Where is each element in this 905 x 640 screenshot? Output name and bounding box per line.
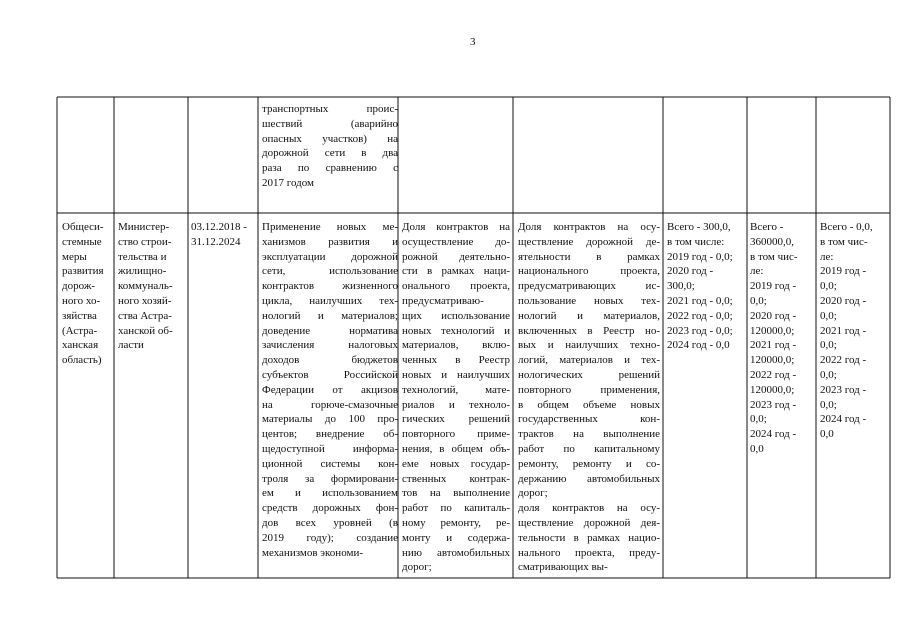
text-line: зяйства [62,309,97,322]
text-line: монту и содержа- [402,531,510,544]
text-line: 2021 год - [750,339,797,352]
text-line: 0,0; [820,280,837,293]
text-line: раза по сравнению с [262,162,398,175]
text-line: зачисления налоговых [262,339,398,352]
text-line: работ по капитальному [518,442,660,455]
text-line: нологических решений [518,368,660,381]
text-line: цикла, наилучших тех- [262,294,398,307]
text-line: 0,0; [750,294,767,307]
text-line: ханская [62,339,99,352]
text-line: доведение норматива [262,324,398,337]
text-line: 2017 годом [262,176,315,189]
text-line: предусматривающих ис- [518,280,660,293]
text-line: 2022 год - [820,354,867,367]
text-line: ханской об- [118,324,173,337]
text-line: ного хозяй- [118,294,172,307]
text-line: 120000,0; [750,324,795,337]
text-line: Всего - 0,0, [820,221,873,233]
text-line: 120000,0; [750,354,795,367]
text-line: ханизмов развития и [262,235,398,248]
text-line: риалов и техноло- [402,398,510,411]
indicator-full [518,220,660,575]
text-line: меры [62,250,87,263]
text-line: ному ремонту, ре- [402,516,510,529]
text-line: новых и наилучших [402,368,510,381]
text-line: дорожной сети в два [262,147,398,160]
text-line: ятельности в рамках [518,250,660,263]
text-line: щих использование [402,309,510,322]
text-line: нения, в общем объ- [402,442,510,455]
funding-federal [667,220,745,353]
text-line: 31.12.2024 [191,235,241,248]
text-line: троля за формировани- [262,472,398,485]
text-line: 2022 год - [750,368,797,381]
text-line: национального проекта, [518,265,660,278]
text-line: 0,0 [820,428,834,441]
funding-other [820,220,886,442]
text-line: Всего - [750,221,784,233]
text-line: сети, использование [262,265,398,278]
text-line: эксплуатации дорожной [262,250,398,263]
text-line: 300,0; [667,280,695,293]
text-line: коммуналь- [118,280,173,293]
text-line: повторного приме- [402,428,510,441]
text-line: 0,0 [750,442,764,455]
text-line: онального проекта, [402,280,510,293]
text-line: ласти [118,339,144,352]
text-line: сматривающих вы- [518,561,608,574]
text-line: предусматриваю- [402,294,484,307]
text-line: трактов на выполнение [518,428,660,441]
text-line: дорог; [402,561,432,574]
text-line: 2022 год - 0,0; [667,309,733,322]
text-line: ства Астра- [118,309,172,322]
text-line: шествий (аварийно [262,117,398,130]
text-line: (Астра- [62,324,98,337]
text-line: ченных в Реестр [402,354,510,367]
text-line: держанию автомобильных [518,472,660,485]
text-line: средств дорожных фон- [262,502,398,515]
text-line: Общеси- [62,221,104,233]
text-line: механизмов экономи- [262,546,363,559]
text-line: ем и использованием [262,487,398,500]
text-line: 2019 год - [820,265,867,278]
text-line: 2019 году); создание [262,531,398,544]
text-line: на горюче-смазочные [262,398,398,411]
text-line: контрактов жизненного [262,280,398,293]
text-line: ществление дорожной де- [518,235,660,248]
text-line: транспортных проис- [262,103,398,115]
executor [118,220,184,353]
text-line: субъектов Российской [262,368,398,381]
row1-measures-tail [262,102,398,191]
text-line: щедоступной информа- [262,442,398,455]
text-line: вых и наилучших техно- [518,339,660,352]
text-line: 0,0; [750,413,767,426]
text-line: ционной системы кон- [262,457,398,470]
text-line: дорож- [62,280,96,293]
text-line: логий, материалов и тех- [518,354,660,367]
text-line: дов всех уровней (в [262,516,398,529]
text-line: государственных кон- [518,413,660,426]
measures [262,220,398,560]
text-line: нального проекта, преду- [518,546,660,559]
text-line: Доля контрактов на осу- [518,221,660,233]
text-line: область) [62,354,102,367]
text-line: 360000,0, [750,235,794,248]
text-line: 120000,0; [750,383,795,396]
text-line: 03.12.2018 - [191,221,247,233]
text-line: 2020 год - [667,265,714,278]
text-line: ле: [750,265,764,278]
text-line: 2020 год - [820,294,867,307]
text-line: нию автомобильных [402,546,510,559]
text-line: Федерации от акцизов [262,383,398,396]
text-line: 2023 год - 0,0; [667,324,733,337]
text-line: в общем объеме новых [518,398,660,411]
text-line: центов; внедрение об- [262,428,398,441]
text-line: работ по капиталь- [402,502,510,515]
text-line: 0,0; [820,368,837,381]
text-line: жилищно- [118,265,167,278]
text-line: ле: [820,250,834,263]
indicator [402,220,510,575]
text-line: материалов, вклю- [402,339,510,352]
text-line: доля контрактов на осу- [518,502,660,515]
text-line: 2020 год - [750,309,797,322]
text-line: пользование новых тех- [518,294,660,307]
text-line: рожной деятельно- [402,250,510,263]
text-line: в том числе: [667,235,725,248]
text-line: опасных участков) на [262,132,398,145]
text-line: Министер- [118,221,170,233]
text-line: 2021 год - 0,0; [667,294,733,307]
text-line: нологий и материалов; [262,309,398,322]
text-line: стемные [62,235,102,248]
text-line: Доля контрактов на [402,221,510,233]
text-line: ного хо- [62,294,101,307]
program-name [62,220,110,368]
text-line: 0,0; [820,309,837,322]
text-line: технологий, мате- [402,383,510,396]
text-line: 0,0; [820,339,837,352]
text-line: тельности в рамках нацио- [518,531,660,544]
text-line: 2021 год - [820,324,867,337]
text-line: осуществление до- [402,235,510,248]
text-line: новых технологий и [402,324,510,337]
page-number: 3 [470,36,476,48]
text-line: тов на выполнение [402,487,510,500]
text-line: 2019 год - 0,0; [667,250,733,263]
text-line: Применение новых ме- [262,221,398,233]
text-line: 2023 год - [820,383,867,396]
text-line: 2019 год - [750,280,797,293]
text-line: доходов бюджетов [262,354,398,367]
text-line: ственных контрак- [402,472,510,485]
text-line: в том чис- [750,250,798,263]
text-line: ство строи- [118,235,172,248]
text-line: повторного применения, [518,383,660,396]
text-line: развития [62,265,104,278]
text-line: гических решений [402,413,510,426]
text-line: 0,0; [820,398,837,411]
text-line: в том чис- [820,235,868,248]
text-line: 2024 год - [750,428,797,441]
text-line: еме новых государ- [402,457,510,470]
text-line: нологий и материалов, [518,309,660,322]
text-line: дорог; [518,487,548,500]
text-line: 2023 год - [750,398,797,411]
text-line: 2024 год - 0,0 [667,339,730,352]
text-line: материалы до 100 про- [262,413,398,426]
text-line: тельства и [118,250,167,263]
text-line: включенных в Реестр но- [518,324,660,337]
text-line: Всего - 300,0, [667,221,731,233]
period [191,220,257,250]
text-line: ремонту, ремонту и со- [518,457,660,470]
text-line: 2024 год - [820,413,867,426]
text-line: сти в рамках наци- [402,265,510,278]
funding-regional [750,220,814,457]
text-line: ществление дорожной дея- [518,516,660,529]
